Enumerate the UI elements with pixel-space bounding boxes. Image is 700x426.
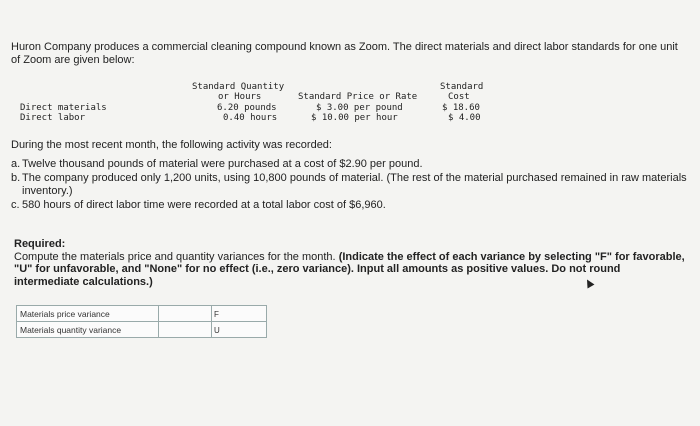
row-labor-quantity: 0.40 hours [223, 113, 278, 123]
row-materials-name: Direct materials [20, 103, 107, 113]
header-quantity-line1: Standard Quantity [192, 82, 285, 92]
item-text: The company produced only 1,200 units, using 10,800 pounds of material. (The rest of the material purchased remained in raw materials inventory.) [22, 172, 687, 197]
quantity-variance-amount-cell [159, 322, 212, 338]
activity-section [11, 139, 691, 214]
item-label: a. [11, 157, 21, 170]
row-materials-price: $ 3.00 per pound [316, 103, 403, 113]
row-materials-cost: $ 18.60 [442, 103, 480, 113]
selected-effect: F [214, 309, 219, 319]
table-row [17, 322, 267, 338]
list-item [11, 199, 691, 212]
item-text: Twelve thousand pounds of material were purchased at a cost of $2.90 per pound. [22, 157, 423, 170]
selected-effect: U [214, 325, 220, 335]
problem-intro: Huron Company produces a commercial cleaning compound known as Zoom. The direct materials and direct labor standards for one unit of Zoom are given below: [11, 41, 678, 66]
standards-table [20, 82, 500, 132]
required-text: Compute the materials price and quantity variances for the month. [14, 250, 336, 263]
activity-lead: During the most recent month, the following activity was recorded: [11, 139, 332, 151]
row-labor-price: $ 10.00 per hour [311, 113, 398, 123]
quantity-variance-label: Materials quantity variance [17, 322, 159, 338]
list-item [11, 158, 691, 171]
header-quantity-line2: or Hours [218, 92, 262, 102]
price-variance-label: Materials price variance [17, 306, 159, 322]
quantity-variance-amount-input[interactable] [159, 322, 211, 337]
item-label: b. [11, 172, 21, 184]
list-item [11, 172, 691, 197]
item-label: c. [11, 199, 20, 211]
table-row [17, 306, 267, 322]
quantity-variance-effect-select[interactable] [212, 322, 267, 338]
header-cost-line2: Cost [448, 92, 470, 102]
activity-list [11, 158, 691, 212]
row-labor-name: Direct labor [20, 113, 86, 123]
row-materials-quantity: 6.20 pounds [217, 103, 277, 113]
header-cost-line1: Standard [440, 82, 484, 92]
answer-table [16, 305, 267, 338]
price-variance-amount-cell [159, 306, 212, 322]
price-variance-effect-select[interactable] [212, 306, 267, 322]
row-labor-cost: $ 4.00 [448, 113, 481, 123]
required-heading: Required: [14, 238, 66, 250]
header-price: Standard Price or Rate [298, 92, 418, 102]
price-variance-amount-input[interactable] [159, 306, 211, 321]
required-instruction: (Indicate the effect of each variance by selecting "F" for favorable, "U" for unfavorable, and "None" for no effect (i.e., zero variance). Input all amounts as positive values. Do not round intermediate calculations.) [14, 250, 685, 288]
item-text: 580 hours of direct labor time were recorded at a total labor cost of $6,960. [22, 199, 386, 211]
